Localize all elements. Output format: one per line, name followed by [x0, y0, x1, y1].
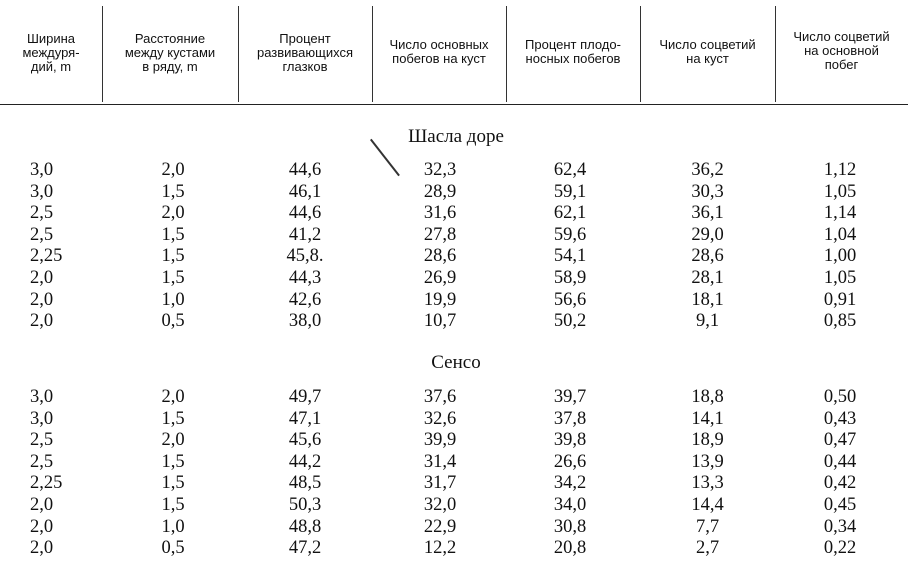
table-cell: 2,0 — [161, 203, 185, 224]
table-cell: 9,1 — [695, 311, 720, 332]
table-cell: 39,8 — [553, 430, 587, 451]
table-cell: 0,34 — [823, 516, 857, 537]
table-cell: 34,2 — [553, 473, 587, 494]
header-row-spacing: Ширина междуря- дий, m — [22, 31, 80, 74]
table-cell: 0,5 — [161, 311, 185, 332]
table-cell: 39,7 — [553, 387, 587, 407]
table-cell: 0,50 — [823, 387, 857, 407]
table-cell: 2,0 — [30, 538, 54, 559]
table-cell: 44,6 — [288, 203, 322, 224]
table-header — [0, 0, 908, 105]
table-cell: 1,0 — [161, 516, 185, 537]
table-cell: 62,1 — [553, 203, 587, 224]
table-cell: 1,5 — [161, 224, 185, 245]
table-cell: 2,0 — [30, 495, 54, 515]
table-cell: 0,5 — [161, 538, 185, 559]
table-cell: 29,0 — [691, 224, 724, 245]
table-cell: 2,5 — [30, 203, 54, 224]
table-cell: 1,05 — [823, 181, 857, 202]
table-row — [0, 182, 908, 203]
table-cell: 1,5 — [161, 246, 185, 267]
table-row — [0, 452, 908, 473]
table-cell: 56,6 — [553, 289, 587, 310]
table-cell: 1,5 — [161, 408, 185, 429]
table-cell: 2,7 — [695, 538, 720, 559]
table-cell: 50,2 — [553, 311, 587, 332]
table-cell: 3,0 — [30, 181, 54, 202]
table-cell: 18,1 — [691, 289, 724, 310]
table-row — [0, 387, 908, 408]
table-row — [0, 409, 908, 430]
table-cell: 0,85 — [823, 311, 857, 332]
table-cell: 1,5 — [161, 268, 185, 288]
table-cell: 0,44 — [823, 451, 857, 472]
table-cell: 18,9 — [691, 430, 724, 451]
table-cell: 2,0 — [30, 289, 54, 310]
table-cell: 26,6 — [553, 451, 587, 472]
header-bud-percent: Процент развивающихся глазков — [256, 31, 354, 74]
section-title-shasla: Шасла доре — [408, 126, 504, 147]
table-cell: 30,8 — [553, 516, 587, 537]
table-cell: 0,43 — [823, 408, 857, 429]
table-cell: 58,9 — [553, 268, 587, 288]
table-cell: 3,0 — [30, 160, 54, 180]
header-bush-spacing: Расстояние между кустами в ряду, m — [124, 31, 216, 74]
table-cell: 44,2 — [288, 451, 322, 472]
table-cell: 31,7 — [423, 473, 457, 494]
table-cell: 54,1 — [553, 246, 587, 267]
table-cell: 59,6 — [553, 224, 587, 245]
table-cell: 47,2 — [288, 538, 322, 559]
header-main-shoots: Число основных побегов на куст — [389, 37, 489, 66]
table-row — [0, 430, 908, 451]
table-cell: 22,9 — [423, 516, 457, 537]
section-title-senso: Сенсо — [431, 352, 481, 373]
table-cell: 14,1 — [691, 408, 724, 429]
table-cell: 32,0 — [423, 495, 457, 515]
table-cell: 18,8 — [691, 387, 724, 407]
table-cell: 2,25 — [30, 246, 63, 267]
table-cell: 1,5 — [161, 451, 185, 472]
table-cell: 36,2 — [691, 160, 724, 180]
table-cell: 31,6 — [423, 203, 457, 224]
table-cell: 14,4 — [691, 495, 724, 515]
table-row — [0, 517, 908, 538]
table-row — [0, 311, 908, 332]
table-cell: 2,5 — [30, 451, 54, 472]
table-cell: 2,5 — [30, 430, 54, 451]
table-cell: 39,9 — [423, 430, 457, 451]
table-cell: 32,3 — [423, 160, 457, 180]
table-cell: 1,5 — [161, 473, 185, 494]
table-cell: 41,2 — [288, 224, 322, 245]
table-cell: 62,4 — [553, 160, 587, 180]
table-row — [0, 160, 908, 181]
table-cell: 1,05 — [823, 268, 857, 288]
table-cell: 1,04 — [823, 224, 857, 245]
table-row — [0, 203, 908, 224]
table-cell: 37,6 — [423, 387, 457, 407]
table-cell: 48,8 — [288, 516, 322, 537]
table-cell: 30,3 — [691, 181, 724, 202]
table-cell: 19,9 — [423, 289, 457, 310]
table-cell: 32,6 — [423, 408, 457, 429]
table-cell: 1,5 — [161, 495, 185, 515]
table-row — [0, 495, 908, 516]
table-cell: 45,6 — [288, 430, 322, 451]
table-cell: 28,9 — [423, 181, 457, 202]
table-cell: 36,1 — [691, 203, 724, 224]
table-cell: 13,9 — [691, 451, 724, 472]
table-cell: 1,5 — [161, 181, 185, 202]
table-cell: 28,1 — [691, 268, 724, 288]
table-cell: 1,12 — [823, 160, 857, 180]
table-cell: 31,4 — [423, 451, 457, 472]
table-cell: 27,8 — [423, 224, 457, 245]
header-inflorescences-shoot: Число соцветий на основной побег — [793, 29, 890, 72]
table-cell: 1,0 — [161, 289, 185, 310]
table-cell: 49,7 — [288, 387, 322, 407]
table-cell: 2,0 — [161, 387, 185, 407]
table-cell: 12,2 — [423, 538, 457, 559]
table-cell: 1,00 — [823, 246, 857, 267]
table-cell: 3,0 — [30, 408, 54, 429]
table-row — [0, 268, 908, 289]
table-cell: 46,1 — [288, 181, 322, 202]
table-cell: 47,1 — [288, 408, 322, 429]
table-cell: 44,6 — [288, 160, 322, 180]
table-cell: 26,9 — [423, 268, 457, 288]
table-row — [0, 246, 908, 267]
table-row — [0, 290, 908, 311]
table-cell: 2,25 — [30, 473, 63, 494]
table-cell: 38,0 — [288, 311, 322, 332]
table-row — [0, 538, 908, 559]
table-cell: 37,8 — [553, 408, 587, 429]
table-cell: 0,22 — [823, 538, 857, 559]
table-cell: 13,3 — [691, 473, 724, 494]
table-cell: 20,8 — [553, 538, 587, 559]
table-row — [0, 473, 908, 494]
table-cell: 2,5 — [30, 224, 54, 245]
table-cell: 0,45 — [823, 495, 857, 515]
table-cell: 48,5 — [288, 473, 322, 494]
table-cell: 2,0 — [30, 311, 54, 332]
table-cell: 28,6 — [423, 246, 457, 267]
table-cell: 1,14 — [823, 203, 857, 224]
table-cell: 34,0 — [553, 495, 587, 515]
table-cell: 0,47 — [823, 430, 857, 451]
table-cell: 3,0 — [30, 387, 54, 407]
table-cell: 59,1 — [553, 181, 587, 202]
table-cell: 2,0 — [30, 516, 54, 537]
table-cell: 0,42 — [823, 473, 857, 494]
table-cell: 7,7 — [695, 516, 720, 537]
table-cell: 45,8. — [286, 246, 324, 267]
table-cell: 42,6 — [288, 289, 322, 310]
table-cell: 2,0 — [30, 268, 54, 288]
table-cell: 28,6 — [691, 246, 724, 267]
header-inflorescences-bush: Число соцветий на куст — [659, 37, 756, 66]
table-cell: 10,7 — [423, 311, 457, 332]
table-cell: 50,3 — [288, 495, 322, 515]
table-row — [0, 225, 908, 246]
table-cell: 2,0 — [161, 430, 185, 451]
table-cell: 44,3 — [288, 268, 322, 288]
header-fruitful-percent: Процент плодо- носных побегов — [525, 37, 621, 66]
table-cell: 0,91 — [823, 289, 857, 310]
table-cell: 2,0 — [161, 160, 185, 180]
